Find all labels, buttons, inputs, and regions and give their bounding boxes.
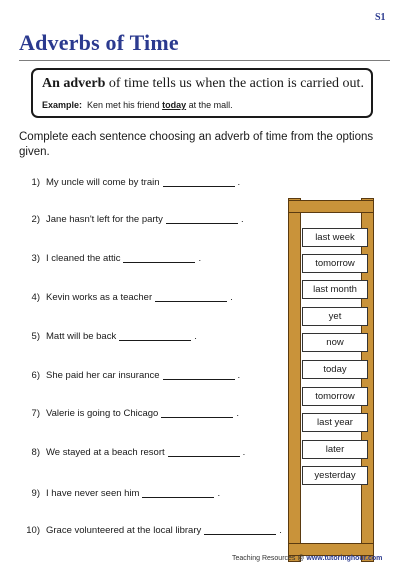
question-text: Grace volunteered at the local library (46, 525, 202, 536)
question-number: 9) (31, 488, 40, 499)
question-number: 4) (31, 292, 40, 303)
question-text: My uncle will come by train (46, 177, 160, 188)
question-text: She paid her car insurance (46, 370, 160, 381)
question-number: 5) (31, 331, 40, 342)
answer-blank[interactable] (204, 525, 276, 535)
question-number: 7) (31, 408, 40, 419)
option-box: last month (302, 280, 368, 299)
example-before: Ken met his friend (87, 100, 160, 110)
example-after: at the mall. (188, 100, 233, 110)
option-box: yesterday (302, 466, 368, 485)
question-10: 10) Grace volunteered at the local library . (22, 525, 282, 536)
ladder-rail-right (361, 198, 374, 562)
question-text: Matt will be back (46, 331, 117, 342)
definition-term: An adverb (42, 76, 106, 91)
option-box: last week (302, 228, 368, 247)
sheet-code: S1 (375, 12, 386, 23)
question-7: 7) Valerie is going to Chicago . (22, 408, 239, 419)
answer-blank[interactable] (166, 214, 238, 224)
definition-text (42, 76, 364, 92)
answer-blank[interactable] (155, 292, 227, 302)
option-box: later (302, 440, 368, 459)
question-number: 6) (31, 370, 40, 381)
answer-blank[interactable] (163, 370, 235, 380)
question-text: Kevin works as a teacher (46, 292, 153, 303)
footer-prefix: Teaching Resources @ (232, 555, 307, 562)
ladder-rail-left (288, 198, 301, 562)
example-word: today (162, 100, 187, 110)
question-text: I have never seen him (46, 488, 140, 499)
question-number: 3) (31, 253, 40, 264)
example-label: Example: (42, 100, 83, 110)
option-box: yet (302, 307, 368, 326)
question-9: 9) I have never seen him . (22, 488, 220, 499)
question-6: 6) She paid her car insurance . (22, 370, 240, 381)
option-box: last year (302, 413, 368, 432)
question-2: 2) Jane hasn't left for the party . (22, 214, 244, 225)
example-line (42, 100, 233, 110)
question-number: 10) (26, 525, 40, 536)
question-number: 2) (31, 214, 40, 225)
page-title: Adverbs of Time (19, 30, 179, 55)
answer-blank[interactable] (119, 331, 191, 341)
answer-blank[interactable] (142, 488, 214, 498)
title-divider (19, 60, 390, 61)
option-box: tomorrow (302, 387, 368, 406)
option-box: now (302, 333, 368, 352)
ladder-rung (288, 200, 374, 213)
instructions: Complete each sentence choosing an adverb of time from the options given. (19, 131, 374, 158)
option-box: tomorrow (302, 254, 368, 273)
question-8: 8) We stayed at a beach resort . (22, 447, 245, 458)
question-text: Valerie is going to Chicago (46, 408, 159, 419)
question-4: 4) Kevin works as a teacher . (22, 292, 233, 303)
answer-blank[interactable] (123, 253, 195, 263)
question-text: We stayed at a beach resort (46, 447, 165, 458)
question-text: I cleaned the attic (46, 253, 121, 264)
question-3: 3) I cleaned the attic . (22, 253, 201, 264)
question-number: 1) (31, 177, 40, 188)
question-text: Jane hasn't left for the party (46, 214, 163, 225)
definition-rest: of time tells us when the action is carried out. (105, 76, 364, 91)
answer-blank[interactable] (168, 447, 240, 457)
option-box: today (302, 360, 368, 379)
question-5: 5) Matt will be back . (22, 331, 197, 342)
footer-site: www.tutoringhour.com (306, 555, 383, 562)
question-1: 1) My uncle will come by train . (22, 177, 240, 188)
question-number: 8) (31, 447, 40, 458)
answer-blank[interactable] (163, 177, 235, 187)
footer (232, 555, 382, 562)
answer-blank[interactable] (161, 408, 233, 418)
